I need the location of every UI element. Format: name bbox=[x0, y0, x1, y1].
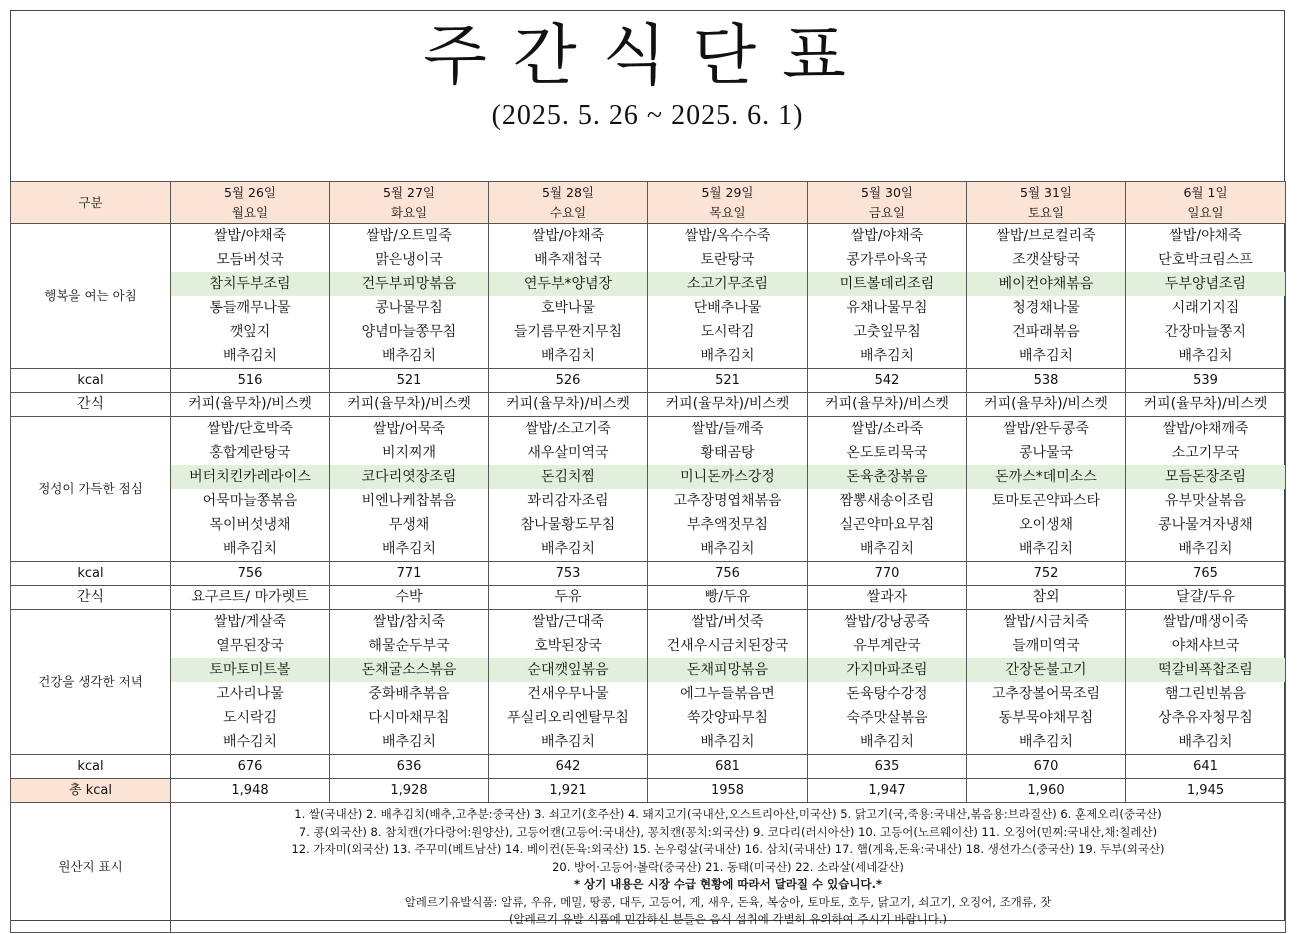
dish-item: 배추김치 bbox=[381, 348, 437, 364]
dish-item: 건파래볶음 bbox=[1012, 324, 1080, 340]
dish-item: 건새우무나물 bbox=[527, 686, 609, 702]
breakfast-label: 행복을 여는 아침 bbox=[11, 224, 171, 369]
page-title: 주간식단표 bbox=[423, 17, 872, 94]
kcal-value: 756 bbox=[648, 562, 808, 586]
dish-item: 배수김치 bbox=[222, 734, 278, 750]
day-cell bbox=[1126, 182, 1286, 224]
day-cell bbox=[808, 182, 967, 224]
dish-item: 쌀밥/게살죽 bbox=[213, 614, 287, 630]
dish-item: 도시락김 bbox=[222, 710, 278, 726]
kcal-value: 521 bbox=[330, 369, 489, 393]
dish-item: 미트볼데리조림 bbox=[808, 272, 966, 296]
kcal-value: 765 bbox=[1126, 562, 1286, 586]
day-weekday: 목요일 bbox=[709, 204, 746, 220]
kcal-value: 521 bbox=[648, 369, 808, 393]
total-kcal-value: 1,947 bbox=[808, 779, 967, 803]
dish-item: 돈김치찜 bbox=[489, 465, 647, 489]
dish-item: 쌀밥/야채죽 bbox=[1169, 228, 1242, 244]
origin-line: 1. 쌀(국내산) 2. 배추김치(배추,고추분:중국산) 3. 쇠고기(호주산) 4. 돼지고기(국내산,오스트리아산,미국산) 5. 닭고기(국,죽용:국내산,볶음용:브라질산) 6. 훈제오리(중국산) bbox=[294, 807, 1162, 821]
lunch-day-cell bbox=[967, 417, 1126, 562]
dinner-day-cell bbox=[330, 610, 489, 755]
allergy-note: (알레르기 유발 식품에 민감하신 분들은 음식 섭취에 각별히 유의하여 주시기 바랍니다.) bbox=[509, 912, 947, 926]
origin-line: 12. 가자미(외국산) 13. 주꾸미(베트남산) 14. 베이컨(돈육:외국산) 15. 논우렁살(국내산) 16. 삼치(국내산) 17. 햄(계육,돈육:국내산) 18. 생선가스(중국산) 19. 두부(외국산) bbox=[291, 842, 1165, 856]
dish-item: 모듬버섯국 bbox=[216, 252, 284, 268]
market-notice: * 상기 내용은 시장 수급 현황에 따라서 달라질 수 있습니다.* bbox=[574, 877, 882, 891]
total-kcal-value: 1,921 bbox=[489, 779, 648, 803]
dish-item: 배추김치 bbox=[540, 348, 596, 364]
day-date: 5월 26일 bbox=[224, 184, 276, 200]
dish-item: 조갯살탕국 bbox=[1012, 252, 1080, 268]
day-cell bbox=[967, 182, 1126, 224]
snack-item: 참외 bbox=[967, 586, 1126, 610]
dish-item: 배추김치 bbox=[1178, 734, 1233, 750]
kcal-value: 770 bbox=[808, 562, 967, 586]
period-subtitle: (2025. 5. 26 ~ 2025. 6. 1) bbox=[491, 100, 804, 131]
dish-item: 쌀밥/강낭콩죽 bbox=[844, 614, 930, 630]
total-kcal-label: 총 kcal bbox=[11, 779, 171, 803]
kcal-value: 753 bbox=[489, 562, 648, 586]
kcal-value: 670 bbox=[967, 755, 1126, 779]
day-cell bbox=[171, 182, 330, 224]
day-weekday: 화요일 bbox=[390, 204, 428, 220]
dish-item: 실곤약마요무침 bbox=[839, 517, 935, 533]
dish-item: 참나물황도무침 bbox=[520, 517, 616, 533]
dish-item: 들기름무짠지무침 bbox=[513, 324, 623, 340]
origin-row bbox=[11, 803, 1286, 933]
snack-item: 커피(율무차)/비스켓 bbox=[330, 393, 489, 417]
lunch-row bbox=[11, 417, 1286, 562]
dish-item: 짬뽕새송이조림 bbox=[839, 493, 935, 509]
dish-item: 배추김치 bbox=[700, 541, 755, 557]
dish-item: 호박된장국 bbox=[534, 638, 602, 654]
dish-item: 돈채굴소스볶음 bbox=[330, 658, 488, 682]
day-date: 5월 28일 bbox=[542, 184, 594, 200]
dish-item: 열무된장국 bbox=[216, 638, 284, 654]
dish-item: 코다리엿장조림 bbox=[330, 465, 488, 489]
dish-item: 돈육탕수강정 bbox=[846, 686, 928, 702]
dish-item: 토마토미트볼 bbox=[171, 658, 329, 682]
dish-item: 미니돈까스강정 bbox=[648, 465, 807, 489]
day-date: 5월 29일 bbox=[701, 184, 754, 200]
dish-item: 쌀밥/근대죽 bbox=[531, 614, 605, 630]
dish-item: 상추유자청무침 bbox=[1158, 710, 1253, 726]
dinner-kcal-row bbox=[11, 755, 1286, 779]
dish-item: 햄그린빈볶음 bbox=[1164, 686, 1247, 702]
dish-item: 비지찌개 bbox=[381, 445, 437, 461]
kcal-value: 539 bbox=[1126, 369, 1286, 393]
snack-item: 커피(율무차)/비스켓 bbox=[967, 393, 1126, 417]
dinner-label: 건강을 생각한 저녁 bbox=[11, 610, 171, 755]
dish-item: 배추김치 bbox=[381, 541, 437, 557]
dish-item: 온도토리묵국 bbox=[846, 445, 928, 461]
dish-item: 돈채피망볶음 bbox=[648, 658, 807, 682]
dish-item: 쌀밥/야채죽 bbox=[213, 228, 287, 244]
kcal-label: kcal bbox=[11, 562, 171, 586]
dish-item: 소고기무국 bbox=[1171, 445, 1240, 461]
dish-item: 쌀밥/오트밀죽 bbox=[366, 228, 452, 244]
dish-item: 건새우시금치된장국 bbox=[666, 638, 789, 654]
lunch-kcal-row bbox=[11, 562, 1286, 586]
snack-item: 빵/두유 bbox=[648, 586, 808, 610]
day-cell bbox=[489, 182, 648, 224]
dinner-row bbox=[11, 610, 1286, 755]
dish-item: 쌀밥/야채죽 bbox=[531, 228, 605, 244]
dish-item: 배추김치 bbox=[540, 734, 596, 750]
dish-item: 유부맛살볶음 bbox=[1164, 493, 1247, 509]
kcal-value: 635 bbox=[808, 755, 967, 779]
snack-item: 달걀/두유 bbox=[1126, 586, 1286, 610]
dish-item: 배추김치 bbox=[700, 348, 755, 364]
dish-item: 배추김치 bbox=[1018, 541, 1074, 557]
dish-item: 배추김치 bbox=[1178, 541, 1233, 557]
dish-item: 배추김치 bbox=[540, 541, 596, 557]
total-kcal-row bbox=[11, 779, 1286, 803]
snack-item: 커피(율무차)/비스켓 bbox=[489, 393, 648, 417]
snack-item: 커피(율무차)/비스켓 bbox=[1126, 393, 1286, 417]
breakfast-day-cell bbox=[171, 224, 330, 369]
kcal-label: kcal bbox=[11, 755, 171, 779]
dish-item: 다시마채무침 bbox=[368, 710, 450, 726]
dish-item: 푸실리오리엔탈무침 bbox=[507, 710, 629, 726]
kcal-value: 642 bbox=[489, 755, 648, 779]
dish-item: 토마토곤약파스타 bbox=[991, 493, 1101, 509]
dish-item: 배추김치 bbox=[700, 734, 755, 750]
total-kcal-value: 1,960 bbox=[967, 779, 1126, 803]
origin-line: 7. 콩(외국산) 8. 참치캔(가다랑어:원양산), 고등어캔(고등어:국내산), 꽁치캔(꽁치:외국산) 9. 코다리(러시아산) 10. 고등어(노르웨이산) 11. 오징어(민찌:국내산,채:칠레산) bbox=[298, 824, 1158, 839]
dish-item: 배추재첩국 bbox=[534, 252, 602, 268]
dish-item: 오이생채 bbox=[1018, 517, 1074, 533]
header-label-cell: 구분 bbox=[11, 182, 171, 224]
lunch-day-cell bbox=[1126, 417, 1286, 562]
dish-item: 비엔나케찹볶음 bbox=[361, 493, 457, 509]
dish-item: 가지마파조림 bbox=[808, 658, 966, 682]
dish-item: 고사리나물 bbox=[216, 686, 284, 702]
day-weekday: 일요일 bbox=[1187, 204, 1224, 220]
dish-item: 야채샤브국 bbox=[1171, 638, 1240, 654]
dish-item: 새우살미역국 bbox=[527, 445, 609, 461]
dish-item: 배추김치 bbox=[859, 734, 915, 750]
snack-item: 요구르트/ 마가렛트 bbox=[171, 586, 330, 610]
snack-item: 수박 bbox=[330, 586, 489, 610]
dish-item: 숙주맛살볶음 bbox=[846, 710, 928, 726]
kcal-value: 681 bbox=[648, 755, 808, 779]
dish-item: 베이컨야채볶음 bbox=[967, 272, 1125, 296]
allergy-list: 알레르기유발식품: 알류, 우유, 메밀, 땅콩, 대두, 고등어, 게, 새우, 돈육, 복숭아, 토마토, 호두, 닭고기, 쇠고기, 오징어, 조개류, 잣 bbox=[404, 894, 1052, 909]
day-date: 5월 27일 bbox=[383, 184, 435, 200]
kcal-value: 636 bbox=[330, 755, 489, 779]
total-kcal-value: 1,945 bbox=[1126, 779, 1286, 803]
dish-item: 고추장명엽채볶음 bbox=[673, 493, 782, 509]
dish-item: 배추김치 bbox=[1178, 348, 1233, 364]
kcal-value: 676 bbox=[171, 755, 330, 779]
snack2-row bbox=[11, 586, 1286, 610]
day-weekday: 토요일 bbox=[1027, 204, 1065, 220]
snack1-row bbox=[11, 393, 1286, 417]
lunch-day-cell bbox=[171, 417, 330, 562]
dish-item: 황태곰탕 bbox=[700, 445, 755, 461]
dish-item: 쌀밥/브로컬리죽 bbox=[996, 228, 1096, 244]
dish-item: 배추김치 bbox=[859, 541, 915, 557]
dish-item: 호박나물 bbox=[540, 300, 596, 316]
breakfast-day-cell bbox=[967, 224, 1126, 369]
dish-item: 쌀밥/소라죽 bbox=[850, 421, 924, 437]
dish-item: 소고기무조림 bbox=[648, 272, 807, 296]
dish-item: 깻잎지 bbox=[229, 324, 271, 340]
dish-item: 배추김치 bbox=[1018, 348, 1074, 364]
dish-item: 배추김치 bbox=[859, 348, 915, 364]
dish-item: 쌀밥/옥수수죽 bbox=[684, 228, 771, 244]
dish-item: 쌀밥/소고기죽 bbox=[525, 421, 611, 437]
dish-item: 버터치킨카레라이스 bbox=[171, 465, 329, 489]
breakfast-day-cell bbox=[489, 224, 648, 369]
kcal-value: 542 bbox=[808, 369, 967, 393]
dish-item: 간장마늘쫑지 bbox=[1164, 324, 1247, 340]
breakfast-day-cell bbox=[1126, 224, 1286, 369]
dish-item: 쌀밥/시금치죽 bbox=[1003, 614, 1089, 630]
snack-item: 커피(율무차)/비스켓 bbox=[171, 393, 330, 417]
dish-item: 쌀밥/참치죽 bbox=[372, 614, 446, 630]
lunch-day-cell bbox=[648, 417, 808, 562]
dish-item: 배추김치 bbox=[381, 734, 437, 750]
dish-item: 콩나물겨자냉채 bbox=[1158, 517, 1253, 533]
dish-item: 배추김치 bbox=[222, 348, 278, 364]
dish-item: 무생채 bbox=[388, 517, 430, 533]
dish-item: 고추장볼어묵조림 bbox=[991, 686, 1101, 702]
dinner-day-cell bbox=[967, 610, 1126, 755]
dish-item: 양념마늘쫑무침 bbox=[361, 324, 457, 340]
lunch-label: 정성이 가득한 점심 bbox=[11, 417, 171, 562]
dish-item: 떡갈비폭찹조림 bbox=[1126, 658, 1285, 682]
origin-label: 원산지 표시 bbox=[11, 803, 171, 933]
dish-item: 쌀밥/야채깨죽 bbox=[1162, 421, 1249, 437]
total-kcal-value: 1,948 bbox=[171, 779, 330, 803]
dish-item: 순대깻잎볶음 bbox=[489, 658, 647, 682]
dish-item: 쌀밥/들깨죽 bbox=[691, 421, 764, 437]
dish-item: 부추액젓무침 bbox=[686, 517, 769, 533]
kcal-value: 771 bbox=[330, 562, 489, 586]
dinner-day-cell bbox=[808, 610, 967, 755]
dinner-day-cell bbox=[171, 610, 330, 755]
day-cell bbox=[648, 182, 808, 224]
kcal-value: 756 bbox=[171, 562, 330, 586]
dish-item: 고춧잎무침 bbox=[853, 324, 921, 340]
day-weekday: 수요일 bbox=[549, 204, 587, 220]
dish-item: 연두부*양념장 bbox=[489, 272, 647, 296]
dish-item: 목이버섯냉채 bbox=[209, 517, 291, 533]
dish-item: 단배추나물 bbox=[693, 300, 762, 316]
day-date: 6월 1일 bbox=[1183, 184, 1228, 200]
day-weekday: 금요일 bbox=[868, 204, 906, 220]
dish-item: 쌀밥/어묵죽 bbox=[372, 421, 446, 437]
day-header-row bbox=[11, 182, 1286, 224]
dish-item: 돈까스*데미소스 bbox=[967, 465, 1125, 489]
dish-item: 중화배추볶음 bbox=[368, 686, 450, 702]
dish-item: 들깨미역국 bbox=[1012, 638, 1080, 654]
dish-item: 에그누들볶음면 bbox=[680, 686, 775, 702]
dish-item: 어묵마늘쫑볶음 bbox=[202, 493, 298, 509]
breakfast-day-cell bbox=[648, 224, 808, 369]
dinner-day-cell bbox=[648, 610, 808, 755]
dinner-day-cell bbox=[1126, 610, 1286, 755]
weekly-menu-table bbox=[10, 181, 1286, 933]
dish-item: 건두부피망볶음 bbox=[330, 272, 488, 296]
origin-line: 20. 방어·고등어·볼락(중국산) 21. 동태(미국산) 22. 소라살(세네갈산) bbox=[552, 859, 904, 874]
dish-item: 간장돈불고기 bbox=[967, 658, 1125, 682]
dish-item: 청경채나물 bbox=[1012, 300, 1080, 316]
dish-item: 도시락김 bbox=[700, 324, 755, 340]
kcal-value: 752 bbox=[967, 562, 1126, 586]
dish-item: 해물순두부국 bbox=[368, 638, 450, 654]
dish-item: 콩가루아욱국 bbox=[846, 252, 928, 268]
snack-item: 커피(율무차)/비스켓 bbox=[808, 393, 967, 417]
dish-item: 쌀밥/버섯죽 bbox=[691, 614, 764, 630]
dish-item: 쌀밥/매생이죽 bbox=[1162, 614, 1249, 630]
dish-item: 콩나물무침 bbox=[375, 300, 443, 316]
dish-item: 돈육춘장볶음 bbox=[808, 465, 966, 489]
dish-item: 두부양념조림 bbox=[1126, 272, 1285, 296]
kcal-value: 516 bbox=[171, 369, 330, 393]
dish-item: 콩나물국 bbox=[1018, 445, 1074, 461]
dish-item: 쌀밥/완두콩죽 bbox=[1003, 421, 1089, 437]
dish-item: 꽈리감자조림 bbox=[527, 493, 609, 509]
breakfast-kcal-row bbox=[11, 369, 1286, 393]
dish-item: 쌀밥/야채죽 bbox=[850, 228, 924, 244]
breakfast-row bbox=[11, 224, 1286, 369]
origin-notes bbox=[171, 803, 1286, 933]
total-kcal-value: 1958 bbox=[648, 779, 808, 803]
dish-item: 유채나물무침 bbox=[846, 300, 928, 316]
snack1-label: 간식 bbox=[11, 393, 171, 417]
dish-item: 토란탕국 bbox=[700, 252, 755, 268]
lunch-day-cell bbox=[330, 417, 489, 562]
kcal-value: 641 bbox=[1126, 755, 1286, 779]
breakfast-day-cell bbox=[330, 224, 489, 369]
snack-item: 두유 bbox=[489, 586, 648, 610]
dish-item: 시래기지짐 bbox=[1171, 300, 1240, 316]
day-date: 5월 30일 bbox=[861, 184, 913, 200]
dish-item: 통들깨무나물 bbox=[209, 300, 291, 316]
breakfast-day-cell bbox=[808, 224, 967, 369]
snack-item: 쌀과자 bbox=[808, 586, 967, 610]
lunch-day-cell bbox=[489, 417, 648, 562]
dish-item: 홍합계란탕국 bbox=[209, 445, 291, 461]
kcal-value: 526 bbox=[489, 369, 648, 393]
dish-item: 쑥갓양파무침 bbox=[686, 710, 769, 726]
dish-item: 배추김치 bbox=[222, 541, 278, 557]
dish-item: 단호박크림스프 bbox=[1158, 252, 1253, 268]
dish-item: 쌀밥/단호박죽 bbox=[207, 421, 293, 437]
snack-item: 커피(율무차)/비스켓 bbox=[648, 393, 808, 417]
total-kcal-value: 1,928 bbox=[330, 779, 489, 803]
day-weekday: 월요일 bbox=[231, 204, 269, 220]
kcal-label: kcal bbox=[11, 369, 171, 393]
kcal-value: 538 bbox=[967, 369, 1126, 393]
lunch-day-cell bbox=[808, 417, 967, 562]
day-date: 5월 31일 bbox=[1020, 184, 1072, 200]
dish-item: 모듬돈장조림 bbox=[1126, 465, 1285, 489]
dish-item: 배추김치 bbox=[1018, 734, 1074, 750]
dish-item: 참치두부조림 bbox=[171, 272, 329, 296]
dinner-day-cell bbox=[489, 610, 648, 755]
day-cell bbox=[330, 182, 489, 224]
dish-item: 유부계란국 bbox=[853, 638, 921, 654]
snack2-label: 간식 bbox=[11, 586, 171, 610]
header bbox=[10, 10, 1285, 181]
dish-item: 맑은냉이국 bbox=[375, 252, 443, 268]
dish-item: 동부묵야채무침 bbox=[998, 710, 1094, 726]
